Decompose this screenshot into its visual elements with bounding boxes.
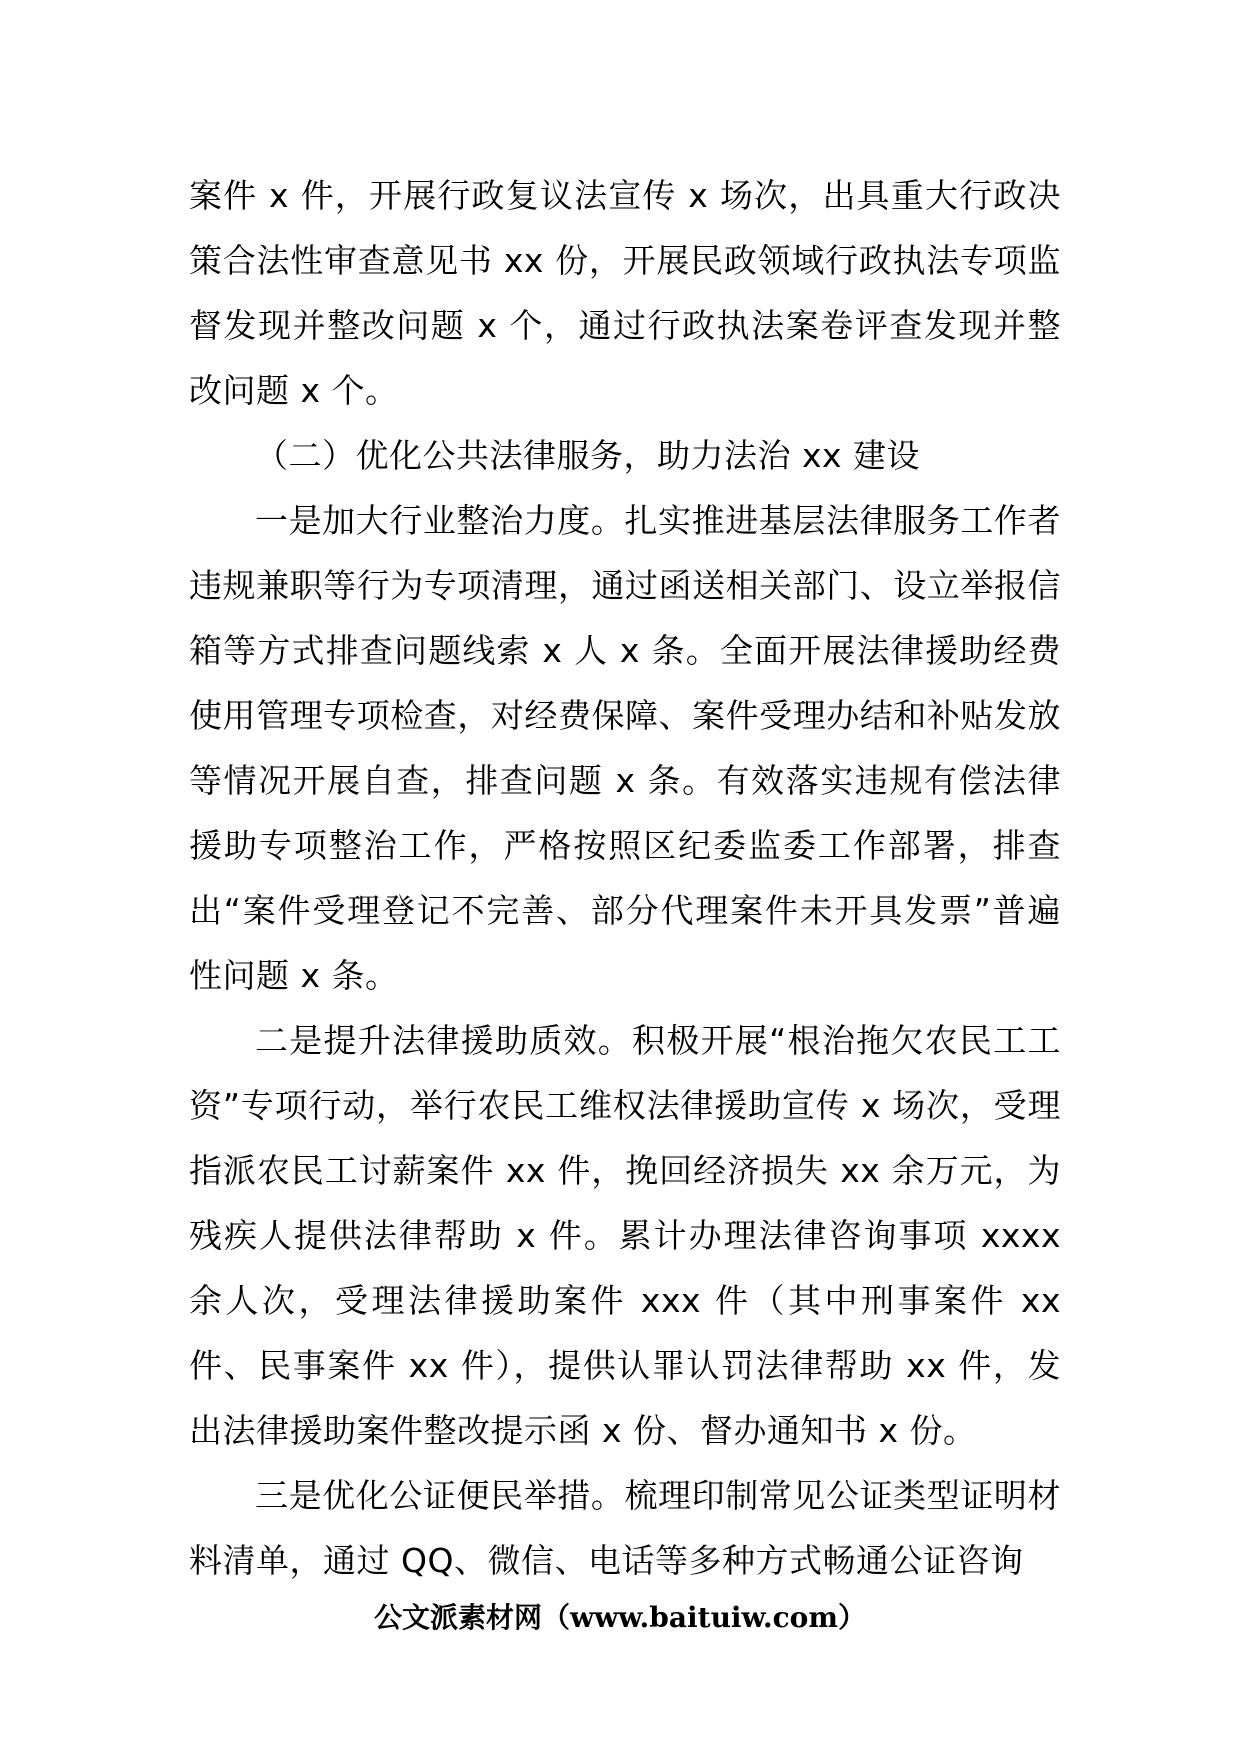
- paragraph-continuation: 案件 x 件，开展行政复议法宣传 x 场次，出具重大行政决策合法性审查意见书 xx 份，开展民政领域行政执法专项监督发现并整改问题 x 个，通过行政执法案卷评查发现并整改问题 x 个。: [189, 176, 1061, 410]
- paragraph-notary-convenience: 三是优化公证便民举措。梳理印制常见公证类型证明材料清单，通过 QQ、微信、电话等多种方式畅通公证咨询: [189, 1476, 1061, 1580]
- footer-watermark: 公文派素材网（www.baituiw.com）: [374, 1601, 866, 1634]
- paragraph-industry-rectification: 一是加大行业整治力度。扎实推进基层法律服务工作者违规兼职等行为专项清理，通过函送相关部门、设立举报信箱等方式排查问题线索 x 人 x 条。全面开展法律援助经费使用管理专项检查，对经费保障、案件受理办结和补贴发放等情况开展自查，排查问题 x 条。有效落实违规有偿法律援助专项整治工作，严格按照区纪委监委工作部署，排查出“案件受理登记不完善、部分代理案件未开具发票”普遍性问题 x 条。: [189, 501, 1061, 995]
- document-body: [189, 163, 1061, 1593]
- section-heading: （二）优化公共法律服务，助力法治 xx 建设: [255, 436, 921, 475]
- paragraph-legal-aid-quality: 二是提升法律援助质效。积极开展“根治拖欠农民工工资”专项行动，举行农民工维权法律援助宣传 x 场次，受理指派农民工讨薪案件 xx 件，挽回经济损失 xx 余万元，为残疾人提供法律帮助 x 件。累计办理法律咨询事项 xxxx 余人次，受理法律援助案件 xxx 件（其中刑事案件 xx 件、民事案件 xx 件），提供认罪认罚法律帮助 xx 件，发出法律援助案件整改提示函 x 份、督办通知书 x 份。: [189, 1021, 1061, 1450]
